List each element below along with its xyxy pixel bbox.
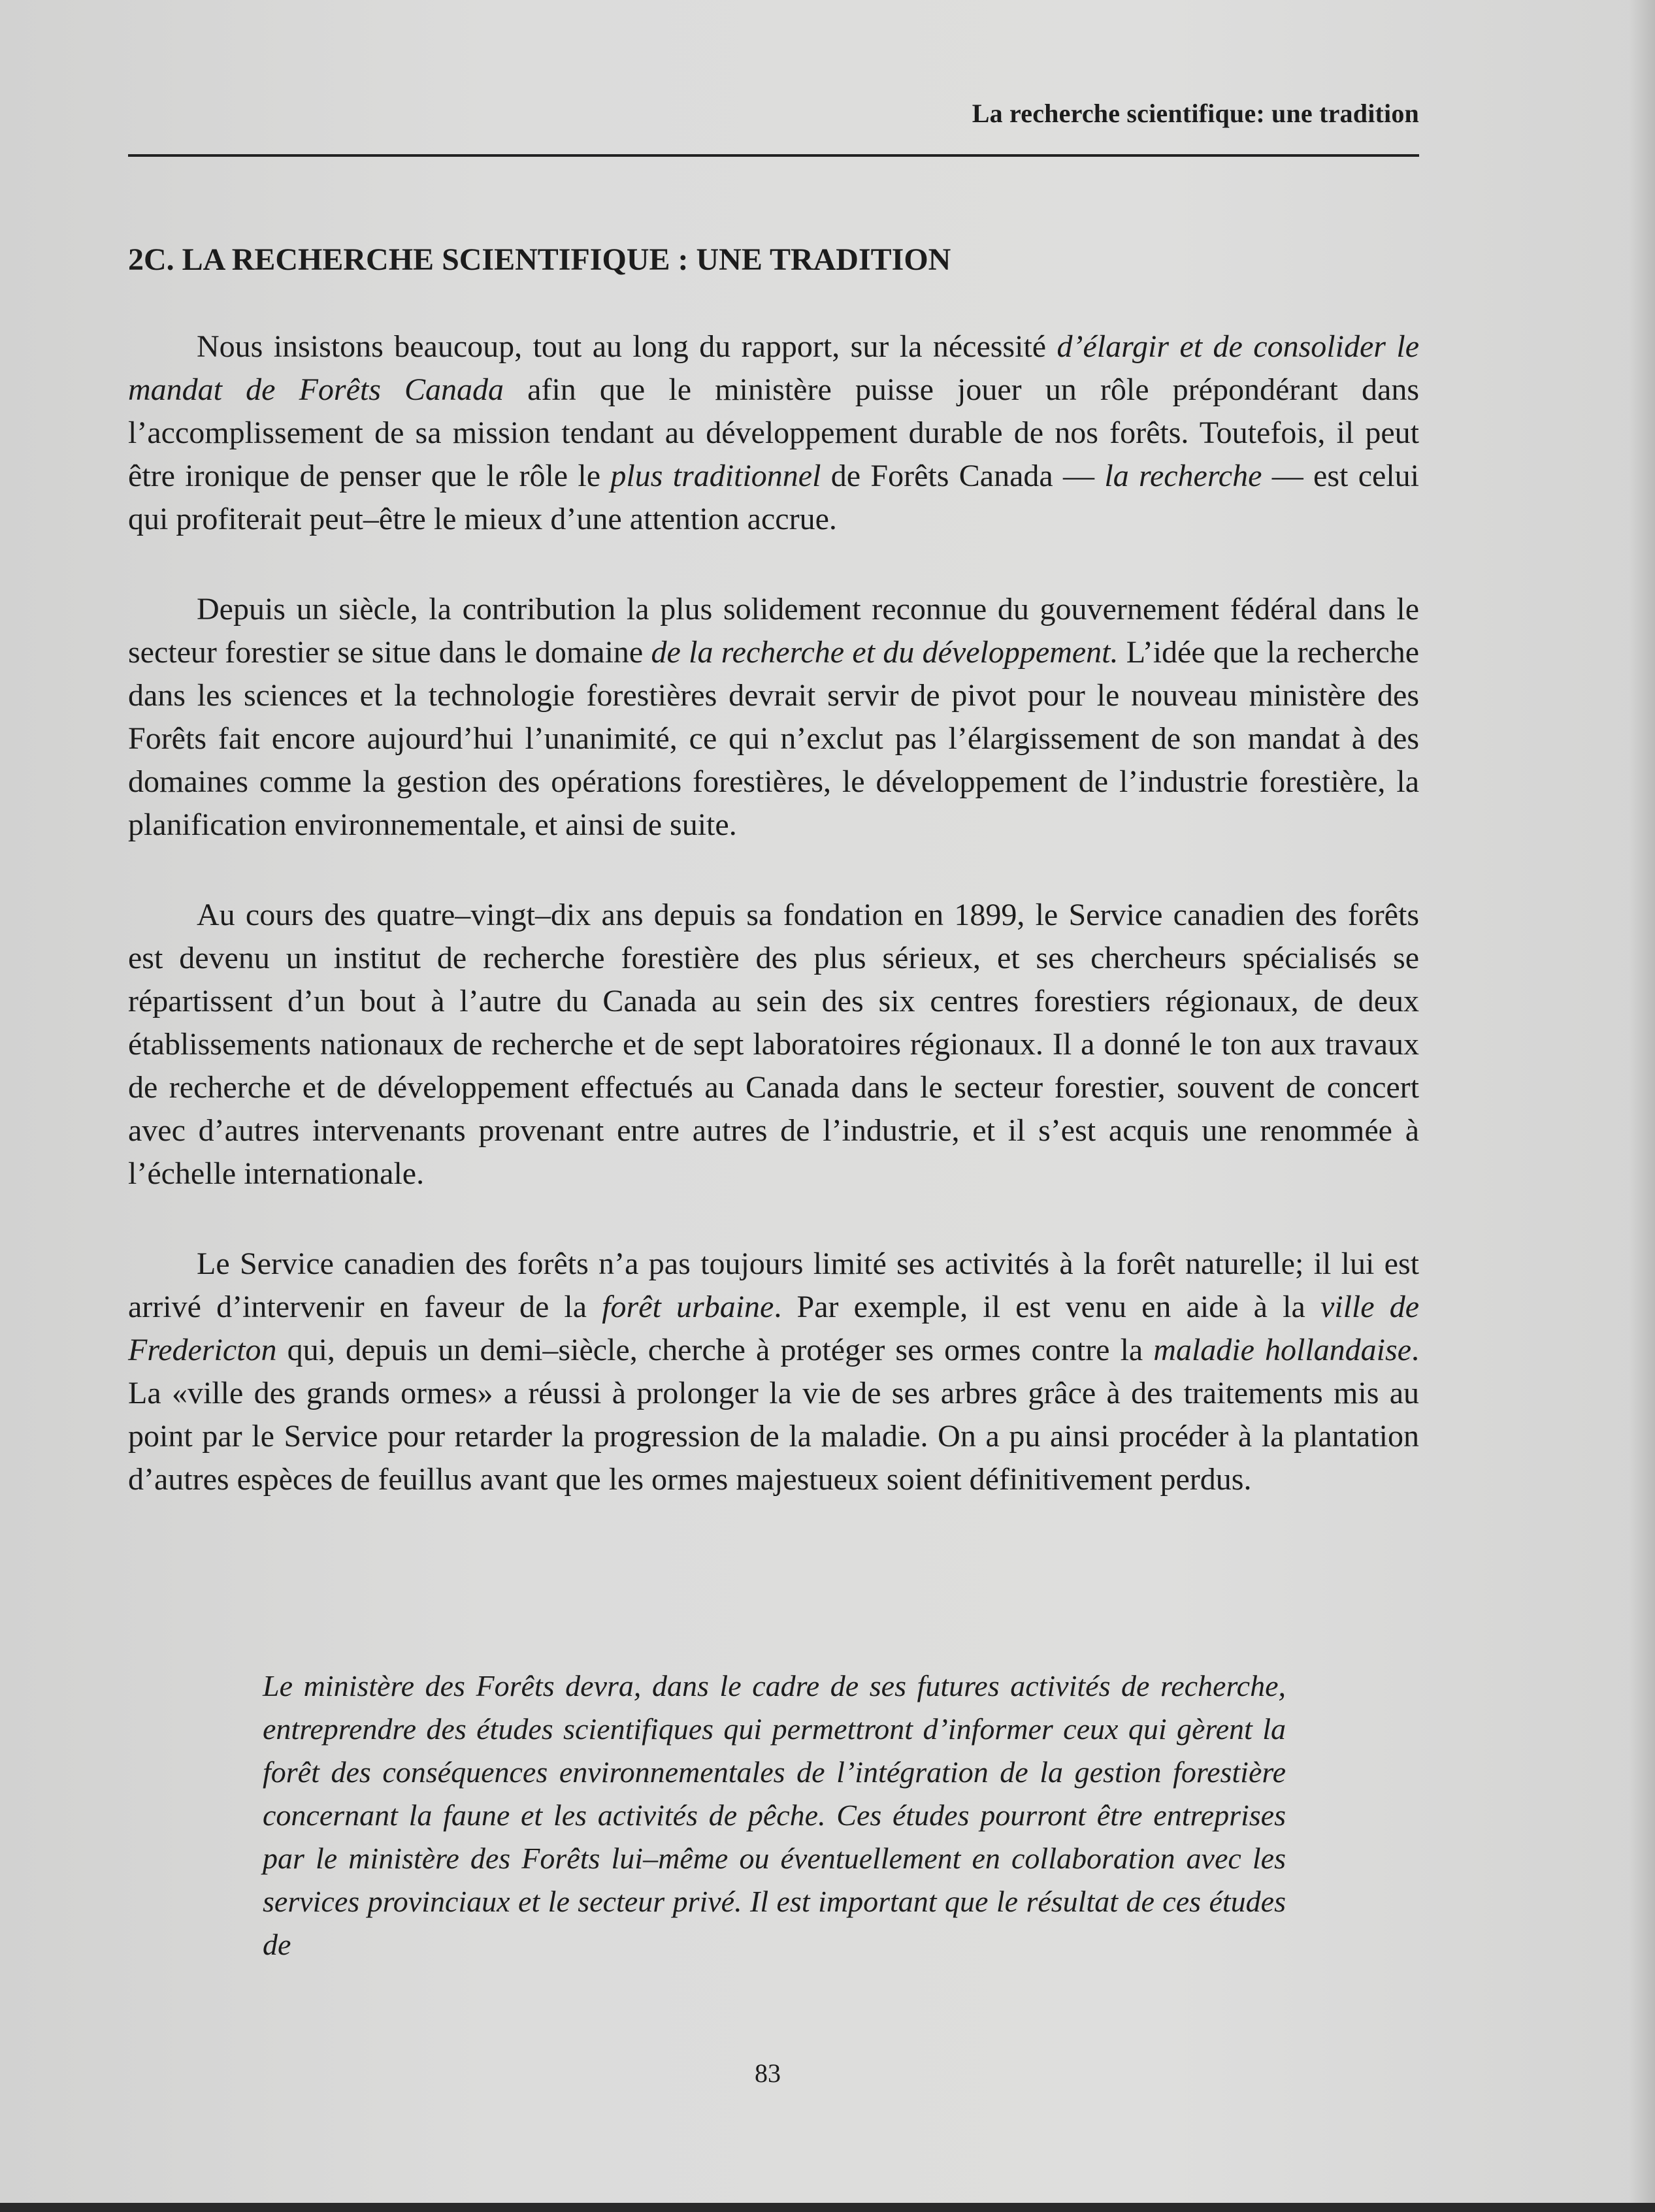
paragraph-3-text: Au cours des quatre–vingt–dix ans depuis sa fondation en 1899, le Service canadien des forêts est devenu un institut de recherche forestière des plus sérieux, et ses chercheurs spécialisés se répartissent d’un bout à l’autre du Canada au sein des six centres forestiers régionaux, de deux établissements nationaux de recherche et de sept laboratoires régionaux. Il a donné le ton aux travaux de recherche et de développement effectués au Canada dans le secteur forestier, souvent de concert avec d’autres intervenants provenant entre autres de l’industrie, et il s’est acquis une renommée à l’échelle internationale. [128, 898, 1419, 1191]
paragraph-4-text-a: Le Service canadien des forêts n’a pas toujours limité ses activités à la forêt naturelle; il lui est arrivé d’intervenir en faveur de la [128, 1246, 1419, 1324]
paragraph-2-emphasis-a: de la recherche et du développement. [651, 635, 1119, 670]
paragraph-4-text-c: qui, depuis un demi–siècle, cherche à protéger ses ormes contre la [276, 1333, 1154, 1367]
paragraph-2 [128, 588, 1419, 847]
paragraph-4-emphasis-c: maladie hollandaise [1153, 1333, 1411, 1367]
header-rule [128, 154, 1419, 157]
paragraph-1-text-c: de Forêts Canada — [821, 459, 1105, 493]
paragraph-1-text-a: Nous insistons beaucoup, tout au long du rapport, sur la nécessité [197, 329, 1057, 364]
paragraph-4-text-d: . La «ville des grands ormes» a réussi à prolonger la vie de ses arbres grâce à des traitements mis au point par le Service pour retarder la progression de la maladie. On a pu ainsi procéder à la plantation d’autres espèces de feuillus avant que les ormes majestueux soient définitivement perdus. [128, 1333, 1419, 1497]
paragraph-4-emphasis-b: ville de Fredericton [128, 1290, 1420, 1367]
paragraph-1-text-d: — est celui qui profiterait peut–être le mieux d’une attention accrue. [128, 459, 1419, 536]
paragraph-4-text-b: . Par exemple, il est venu en aide à la [774, 1290, 1320, 1324]
running-header: La recherche scientifique: une tradition [972, 99, 1419, 128]
recommendation-quote: Le ministère des Forêts devra, dans le cadre de ses futures activités de recherche, entreprendre des études scientifiques qui permettront d’informer ceux qui gèrent la forêt des conséquences environnementales de l’intégration de la gestion forestière concernant la faune et les activités de pêche. Ces études pourront être entreprises par le ministère des Forêts lui–même ou éventuellement en collaboration avec les services provinciaux et le secteur privé. Il est important que le résultat de ces études de [263, 1669, 1286, 1961]
paragraph-4-emphasis-a: forêt urbaine [602, 1290, 774, 1324]
paragraph-1-emphasis-a: d’élargir et de consolider le mandat de Forêts Canada [128, 329, 1420, 407]
paragraph-4 [128, 1243, 1419, 1501]
paragraph-2-text-a: Depuis un siècle, la contribution la plus solidement reconnue du gouvernement fédéral dans le secteur forestier se situe dans le domaine [128, 592, 1419, 670]
body-text [128, 325, 1419, 1501]
paragraph-2-text-b: L’idée que la recherche dans les sciences et la technologie forestières devrait servir de pivot pour le nouveau ministère des Forêts fait encore aujourd’hui l’unanimité, ce qui n’exclut pas l’élargissement de son mandat à des domaines comme la gestion des opérations forestières, le développement de l’industrie forestière, la planification environnementale, et ainsi de suite. [128, 635, 1419, 842]
paragraph-3 [128, 894, 1419, 1195]
paragraph-1-text-b: afin que le ministère puisse jouer un rôle prépondérant dans l’accomplissement de sa mission tendant au développement durable de nos forêts. Toutefois, il peut être ironique de penser que le rôle le [128, 372, 1420, 493]
page-number: 83 [755, 2058, 781, 2088]
paragraph-1-emphasis-c: la recherche [1104, 459, 1262, 493]
page-edge-shadow [1629, 0, 1655, 2212]
section-title: 2C. LA RECHERCHE SCIENTIFIQUE : UNE TRADITION [128, 242, 951, 277]
paragraph-1 [128, 325, 1419, 541]
paragraph-1-emphasis-b: plus traditionnel [610, 459, 821, 493]
page-bottom-edge [0, 2203, 1655, 2212]
